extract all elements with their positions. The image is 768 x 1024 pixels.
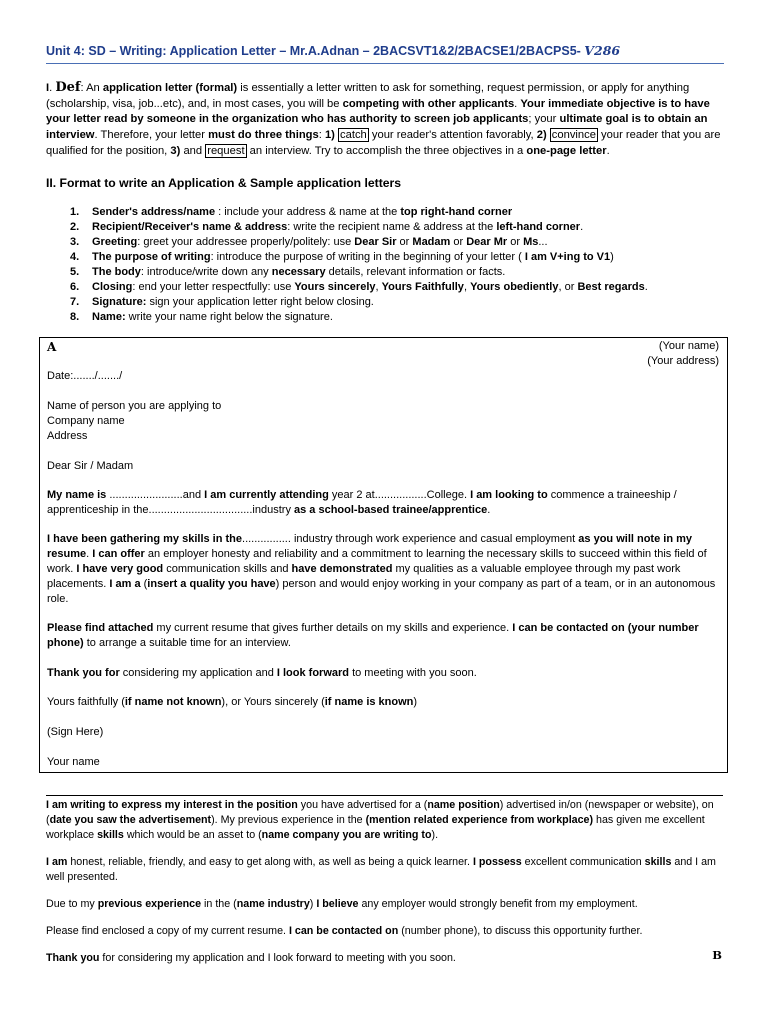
list-term: Closing	[92, 281, 133, 293]
list-text: : include your address & name at the	[215, 206, 401, 218]
list-number: 5.	[70, 266, 80, 278]
sample-letter-a	[39, 337, 728, 773]
format-list-item	[66, 205, 726, 220]
intro-text: .	[606, 144, 610, 157]
list-bold: Yours sincerely	[294, 281, 376, 293]
list-number: 6.	[70, 281, 80, 293]
para-bold: I am a	[109, 578, 141, 590]
intro-bold: 3)	[170, 144, 181, 157]
para-text: Due to my	[46, 898, 98, 910]
header-version: V286	[584, 43, 621, 58]
para-bold: Thank you	[46, 952, 100, 964]
section-heading: II. Format to write an Application & Sample application letters	[46, 176, 402, 190]
format-list-item	[66, 250, 726, 265]
format-list-item	[66, 220, 726, 235]
para-text: year 2 at.................College.	[328, 489, 471, 501]
list-bold: left-hand corner	[496, 221, 581, 233]
list-term: Recipient/Receiver's name & address	[92, 221, 288, 233]
intro-text: :	[318, 129, 325, 142]
recipient-name: Name of person you are applying to	[47, 400, 222, 412]
list-number: 3.	[70, 236, 80, 248]
intro-text: .	[514, 97, 521, 110]
intro-bold: ultimate goal is to obtain an interview	[46, 113, 708, 142]
para-text: )	[309, 898, 317, 910]
intro-bold: 1)	[324, 129, 335, 142]
boxed-word-convince: convince	[551, 129, 596, 142]
para-bold: if name not known	[124, 696, 222, 708]
intro-bold: Your immediate objective is to have your letter read by someone in the organization who has authority to screen job applicants	[46, 97, 710, 126]
list-number: 4.	[70, 251, 80, 263]
para-text: ) person and would enjoy working in your company as part of a team, or in an autonomous role.	[47, 578, 716, 605]
letter-b-label: B	[712, 948, 722, 962]
list-text: : introduce the purpose of writing in the beginning of your letter (	[210, 251, 525, 263]
list-text: write your name right below the signature.	[125, 311, 333, 323]
para-bold: I can offer	[92, 548, 145, 560]
list-text: )	[610, 251, 614, 263]
list-text: or	[450, 236, 467, 248]
intro-text: : An	[80, 82, 103, 94]
para-bold: date you saw the advertisement	[49, 814, 212, 826]
para-bold: I am writing to express my interest in the position	[46, 799, 298, 811]
para-text: ). My previous experience in the	[211, 814, 366, 826]
sender-name: (Your name)	[658, 340, 719, 352]
format-list-item	[66, 280, 726, 295]
list-text: , or	[558, 281, 578, 293]
intro-text: . Therefore, your letter	[94, 129, 209, 142]
para-bold: I can be contacted on (your number phone)	[47, 622, 699, 649]
intro-text: an interview. Try to accomplish the three objectives in a	[246, 144, 527, 157]
para-bold: skills	[644, 856, 672, 868]
para-text: has given me excellent workplace	[46, 814, 705, 841]
para-bold: as you will note in my resume	[47, 533, 692, 560]
para-bold: I believe	[316, 898, 359, 910]
para-bold: I can be contacted on	[288, 925, 399, 937]
para-bold: name company you are writing to	[261, 829, 432, 841]
para-bold: name industry	[236, 898, 310, 910]
para-text: )	[413, 696, 418, 708]
list-text: details, relevant information or facts.	[325, 266, 506, 278]
intro-bold: one-page letter	[526, 144, 607, 157]
para-text: and I am well presented.	[46, 856, 716, 883]
intro-text: and	[180, 144, 206, 157]
para-bold: have demonstrated	[291, 563, 393, 575]
intro-bold: must do three things	[208, 129, 319, 142]
list-text: : write the recipient name & address at the	[287, 221, 497, 233]
letter-a-paragraph-4	[47, 666, 717, 681]
letter-a-closing	[47, 695, 717, 710]
date-line: Date:......./......./	[47, 370, 123, 382]
list-text: : end your letter respectfully: use	[132, 281, 295, 293]
def-label: Def	[55, 80, 81, 95]
signature-line: (Sign Here)	[47, 726, 104, 738]
letter-b-paragraph-3	[46, 897, 726, 912]
para-text: to meeting with you soon.	[349, 667, 477, 679]
para-text: (number phone), to discuss this opportunity further.	[398, 925, 643, 937]
list-term: Greeting	[92, 236, 138, 248]
list-number: 7.	[70, 296, 80, 308]
para-bold: Thank you for	[47, 667, 120, 679]
list-text: : greet your addressee properly/politely: use	[137, 236, 355, 248]
list-term: Sender's address/name	[92, 206, 216, 218]
para-bold: Please find attached	[47, 622, 154, 634]
para-bold: name position	[427, 799, 500, 811]
boxed-word-request: request	[207, 144, 245, 157]
letter-b-paragraph-4	[46, 924, 726, 939]
intro-text: is essentially a letter written to ask for something, request permission, or apply for anything (scholarship, visa, job...etc), and, in most cases, you will be	[46, 82, 690, 110]
boxed-word-catch: catch	[340, 129, 367, 142]
intro-text: ; your	[528, 113, 560, 126]
list-term: The body	[92, 266, 141, 278]
intro-dot: .	[49, 82, 56, 94]
letter-b-paragraph-1	[46, 798, 726, 843]
para-text: any employer would strongly benefit from my employment.	[358, 898, 638, 910]
para-bold: I look forward	[276, 667, 350, 679]
intro-text: your reader's attention favorably,	[368, 129, 537, 142]
list-term: Signature:	[92, 296, 147, 308]
para-text: ).	[431, 829, 439, 841]
para-bold: (mention related experience from workplace)	[365, 814, 594, 826]
para-bold: I have been gathering my skills in the	[47, 533, 243, 545]
para-text: commence a traineeship / apprenticeship in the..................................industry	[47, 489, 677, 516]
list-term: The purpose of writing	[92, 251, 211, 263]
list-number: 2.	[70, 221, 80, 233]
list-bold: Best regards	[577, 281, 645, 293]
header-title: Unit 4: SD – Writing: Application Letter – Mr.A.Adnan – 2BACSVT1&2/2BACSE1/2BACPS5-	[46, 44, 581, 58]
para-text: an employer honesty and reliability and a commitment to learning the necessary skills to succeed within this field of work.	[47, 548, 707, 575]
para-text: ), or Yours sincerely (	[221, 696, 325, 708]
para-text: ........................and	[106, 489, 205, 501]
list-text: sign your application letter right below closing.	[146, 296, 374, 308]
intro-bold: 2)	[536, 129, 547, 142]
para-bold: I am looking to	[470, 489, 548, 501]
list-bold: necessary	[271, 266, 326, 278]
para-bold: I am	[46, 856, 68, 868]
para-text: (	[140, 578, 148, 590]
para-bold: I possess	[472, 856, 522, 868]
format-list	[66, 205, 726, 325]
letter-a-label: A	[47, 340, 57, 354]
para-text: communication skills and	[163, 563, 292, 575]
list-text: ...	[538, 236, 548, 248]
list-bold: Dear Sir	[354, 236, 397, 248]
list-text: ,	[463, 281, 471, 293]
letter-a-paragraph-1	[47, 488, 717, 518]
para-text: in the (	[201, 898, 237, 910]
para-text: which would be an asset to (	[123, 829, 262, 841]
para-text: honest, reliable, friendly, and easy to get along with, as well as being a quick learner.	[67, 856, 473, 868]
list-bold: Dear Mr	[466, 236, 508, 248]
para-bold: previous experience	[97, 898, 202, 910]
para-bold: skills	[97, 829, 124, 841]
para-bold: as a school-based trainee/apprentice	[294, 504, 488, 516]
format-list-item	[66, 235, 726, 250]
list-text: ,	[375, 281, 382, 293]
header-divider	[46, 63, 724, 64]
para-bold: I have very good	[76, 563, 164, 575]
list-text: .	[580, 221, 584, 233]
para-text: .	[86, 548, 93, 560]
page-header	[46, 43, 726, 58]
para-text: for considering my application and I look forward to meeting with you soon.	[99, 952, 456, 964]
letter-b-paragraph-5	[46, 951, 726, 966]
name-line: Your name	[47, 756, 100, 768]
list-bold: Madam	[412, 236, 451, 248]
list-number: 8.	[70, 311, 80, 323]
para-text: ) advertised in/on (newspaper or website), on (	[46, 799, 714, 826]
list-term: Name:	[92, 311, 126, 323]
format-list-item	[66, 310, 726, 325]
definition-paragraph	[46, 80, 724, 160]
sample-letter-b	[46, 798, 726, 978]
letter-b-paragraph-2	[46, 855, 726, 885]
para-text: .	[487, 504, 491, 516]
list-text: .	[644, 281, 648, 293]
format-list-item	[66, 265, 726, 280]
para-text: excellent communication	[521, 856, 645, 868]
intro-bold: competing with other applicants	[342, 97, 515, 110]
intro-bold: application letter (formal)	[102, 82, 238, 94]
letter-b-divider	[46, 795, 723, 796]
letter-a-paragraph-2	[47, 532, 717, 607]
para-bold: My name is	[47, 489, 107, 501]
list-bold: top right-hand corner	[400, 206, 513, 218]
para-text: you have advertised for a (	[297, 799, 428, 811]
list-text: : introduce/write down any	[140, 266, 272, 278]
intro-text: your reader that you are qualified for the position,	[46, 129, 721, 157]
para-text: my current resume that gives further details on my skills and experience.	[153, 622, 513, 634]
list-bold: Yours obediently	[470, 281, 559, 293]
para-text: my qualities as a valuable employee through my past work placements.	[47, 563, 681, 590]
section-number: I	[46, 82, 50, 94]
list-bold: I am V+ing to V1	[524, 251, 611, 263]
list-bold: Yours Faithfully	[381, 281, 464, 293]
list-bold: Ms	[523, 236, 539, 248]
recipient-address: Address	[47, 430, 88, 442]
sender-address: (Your address)	[647, 355, 719, 367]
format-list-item	[66, 295, 726, 310]
list-text: or	[507, 236, 524, 248]
list-number: 1.	[70, 206, 80, 218]
list-text: or	[396, 236, 413, 248]
para-bold: insert a quality you have	[147, 578, 276, 590]
letter-a-paragraph-3	[47, 621, 717, 651]
para-text: Yours faithfully (	[47, 696, 125, 708]
para-text: ................ industry through work experience and casual employment	[242, 533, 579, 545]
recipient-company: Company name	[47, 415, 125, 427]
salutation: Dear Sir / Madam	[47, 460, 134, 472]
para-bold: if name is known	[324, 696, 414, 708]
para-text: to arrange a suitable time for an interview.	[83, 637, 291, 649]
para-bold: I am currently attending	[204, 489, 329, 501]
para-text: considering my application and	[119, 667, 277, 679]
para-text: Please find enclosed a copy of my current resume.	[46, 925, 289, 937]
